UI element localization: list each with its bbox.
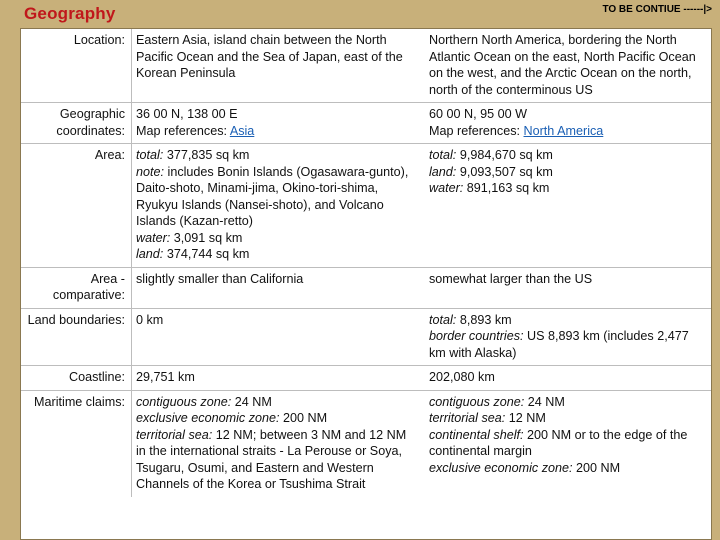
table-row xyxy=(21,103,711,144)
field-key: total: xyxy=(429,148,457,162)
field-value: 8,893 km xyxy=(459,312,512,327)
table-row xyxy=(21,390,711,497)
japan-cell xyxy=(132,390,418,497)
canada-cell xyxy=(417,308,711,366)
field-value: includes Bonin Islands (Ogasawara-gunto), Daito-shoto, Minami-jima, Okino-tori-shima, Ryukyu Islands (Nansei-shoto), and Volcano Islands (Kazan-retto) xyxy=(136,164,409,228)
map-ref-prefix: Map references: xyxy=(136,123,227,138)
field-key: total: xyxy=(136,148,164,162)
canada-cell: somewhat larger than the US xyxy=(429,271,593,286)
japan-cell xyxy=(132,144,418,268)
row-label: Location: xyxy=(21,29,132,103)
field-key: total: xyxy=(429,312,457,327)
japan-coords: 36 00 N, 138 00 E xyxy=(136,107,238,121)
row-label: Area: xyxy=(21,144,132,268)
field-key: continental shelf: xyxy=(429,427,524,442)
field-key: contiguous zone: xyxy=(429,394,525,409)
field-value: 24 NM xyxy=(234,394,272,409)
field-value: 891,163 sq km xyxy=(466,181,550,195)
map-ref-prefix: Map references: xyxy=(429,123,520,138)
japan-cell: slightly smaller than California xyxy=(136,271,304,286)
field-value: 24 NM xyxy=(527,394,565,409)
field-key: exclusive economic zone: xyxy=(429,460,573,475)
japan-cell xyxy=(132,103,418,144)
canada-coords: 60 00 N, 95 00 W xyxy=(429,107,528,121)
field-value: 9,984,670 sq km xyxy=(459,148,553,162)
comparison-sheet xyxy=(20,28,712,540)
field-value: 374,744 sq km xyxy=(166,247,250,261)
field-key: land: xyxy=(429,164,457,179)
field-key: water: xyxy=(429,181,464,195)
canada-cell xyxy=(417,390,711,497)
canada-cell: 202,080 km xyxy=(429,370,495,384)
japan-cell: Eastern Asia, island chain between the North Pacific Ocean and the Sea of Japan, east of the Korean Peninsula xyxy=(136,33,403,80)
field-value: US 8,893 km (includes 2,477 km with Alaska) xyxy=(429,329,689,360)
field-key: territorial sea: xyxy=(429,411,506,425)
map-ref-link-asia[interactable]: Asia xyxy=(229,123,255,138)
canada-cell xyxy=(417,103,711,144)
table-row xyxy=(21,144,711,268)
field-key: border countries: xyxy=(429,329,524,343)
table-row xyxy=(21,29,711,103)
field-value: 3,091 sq km xyxy=(173,230,243,245)
canada-cell: Northern North America, bordering the North Atlantic Ocean on the east, North Pacific Ocean on the west, and the Arctic Ocean on the north, north of the conterminous US xyxy=(429,33,696,97)
row-label: Area - comparative: xyxy=(21,267,132,308)
field-key: note: xyxy=(136,164,165,179)
row-label: Maritime claims: xyxy=(21,390,132,497)
continue-note: TO BE CONTIUE ------|> xyxy=(602,4,712,15)
field-key: land: xyxy=(136,247,164,261)
row-label: Land boundaries: xyxy=(21,308,132,366)
canada-cell xyxy=(417,144,711,268)
table-row xyxy=(21,267,711,308)
field-value: 9,093,507 sq km xyxy=(459,164,553,179)
japan-cell: 0 km xyxy=(136,312,164,327)
row-label: Coastline: xyxy=(21,366,132,391)
table-row xyxy=(21,308,711,366)
page-title: Geography xyxy=(24,4,116,23)
field-value: 200 NM xyxy=(283,411,328,425)
field-key: territorial sea: xyxy=(136,427,213,442)
field-value: 12 NM; between 3 NM and 12 NM in the international straits - La Perouse or Soya, Tsugaru, Osumi, and Eastern and Western Channels of the Korea or Tsushima Strait xyxy=(136,427,407,491)
geography-table xyxy=(21,29,711,497)
field-value: 12 NM xyxy=(508,411,546,425)
japan-cell: 29,751 km xyxy=(136,370,195,384)
table-row xyxy=(21,366,711,391)
field-key: contiguous zone: xyxy=(136,394,232,409)
field-value: 377,835 sq km xyxy=(166,148,250,162)
row-label: Geographic coordinates: xyxy=(21,103,132,144)
field-value: 200 NM or to the edge of the continental margin xyxy=(429,427,688,458)
field-key: exclusive economic zone: xyxy=(136,411,280,425)
field-value: 200 NM xyxy=(576,460,621,475)
field-key: water: xyxy=(136,230,171,245)
map-ref-link-north-america[interactable]: North America xyxy=(523,123,604,138)
